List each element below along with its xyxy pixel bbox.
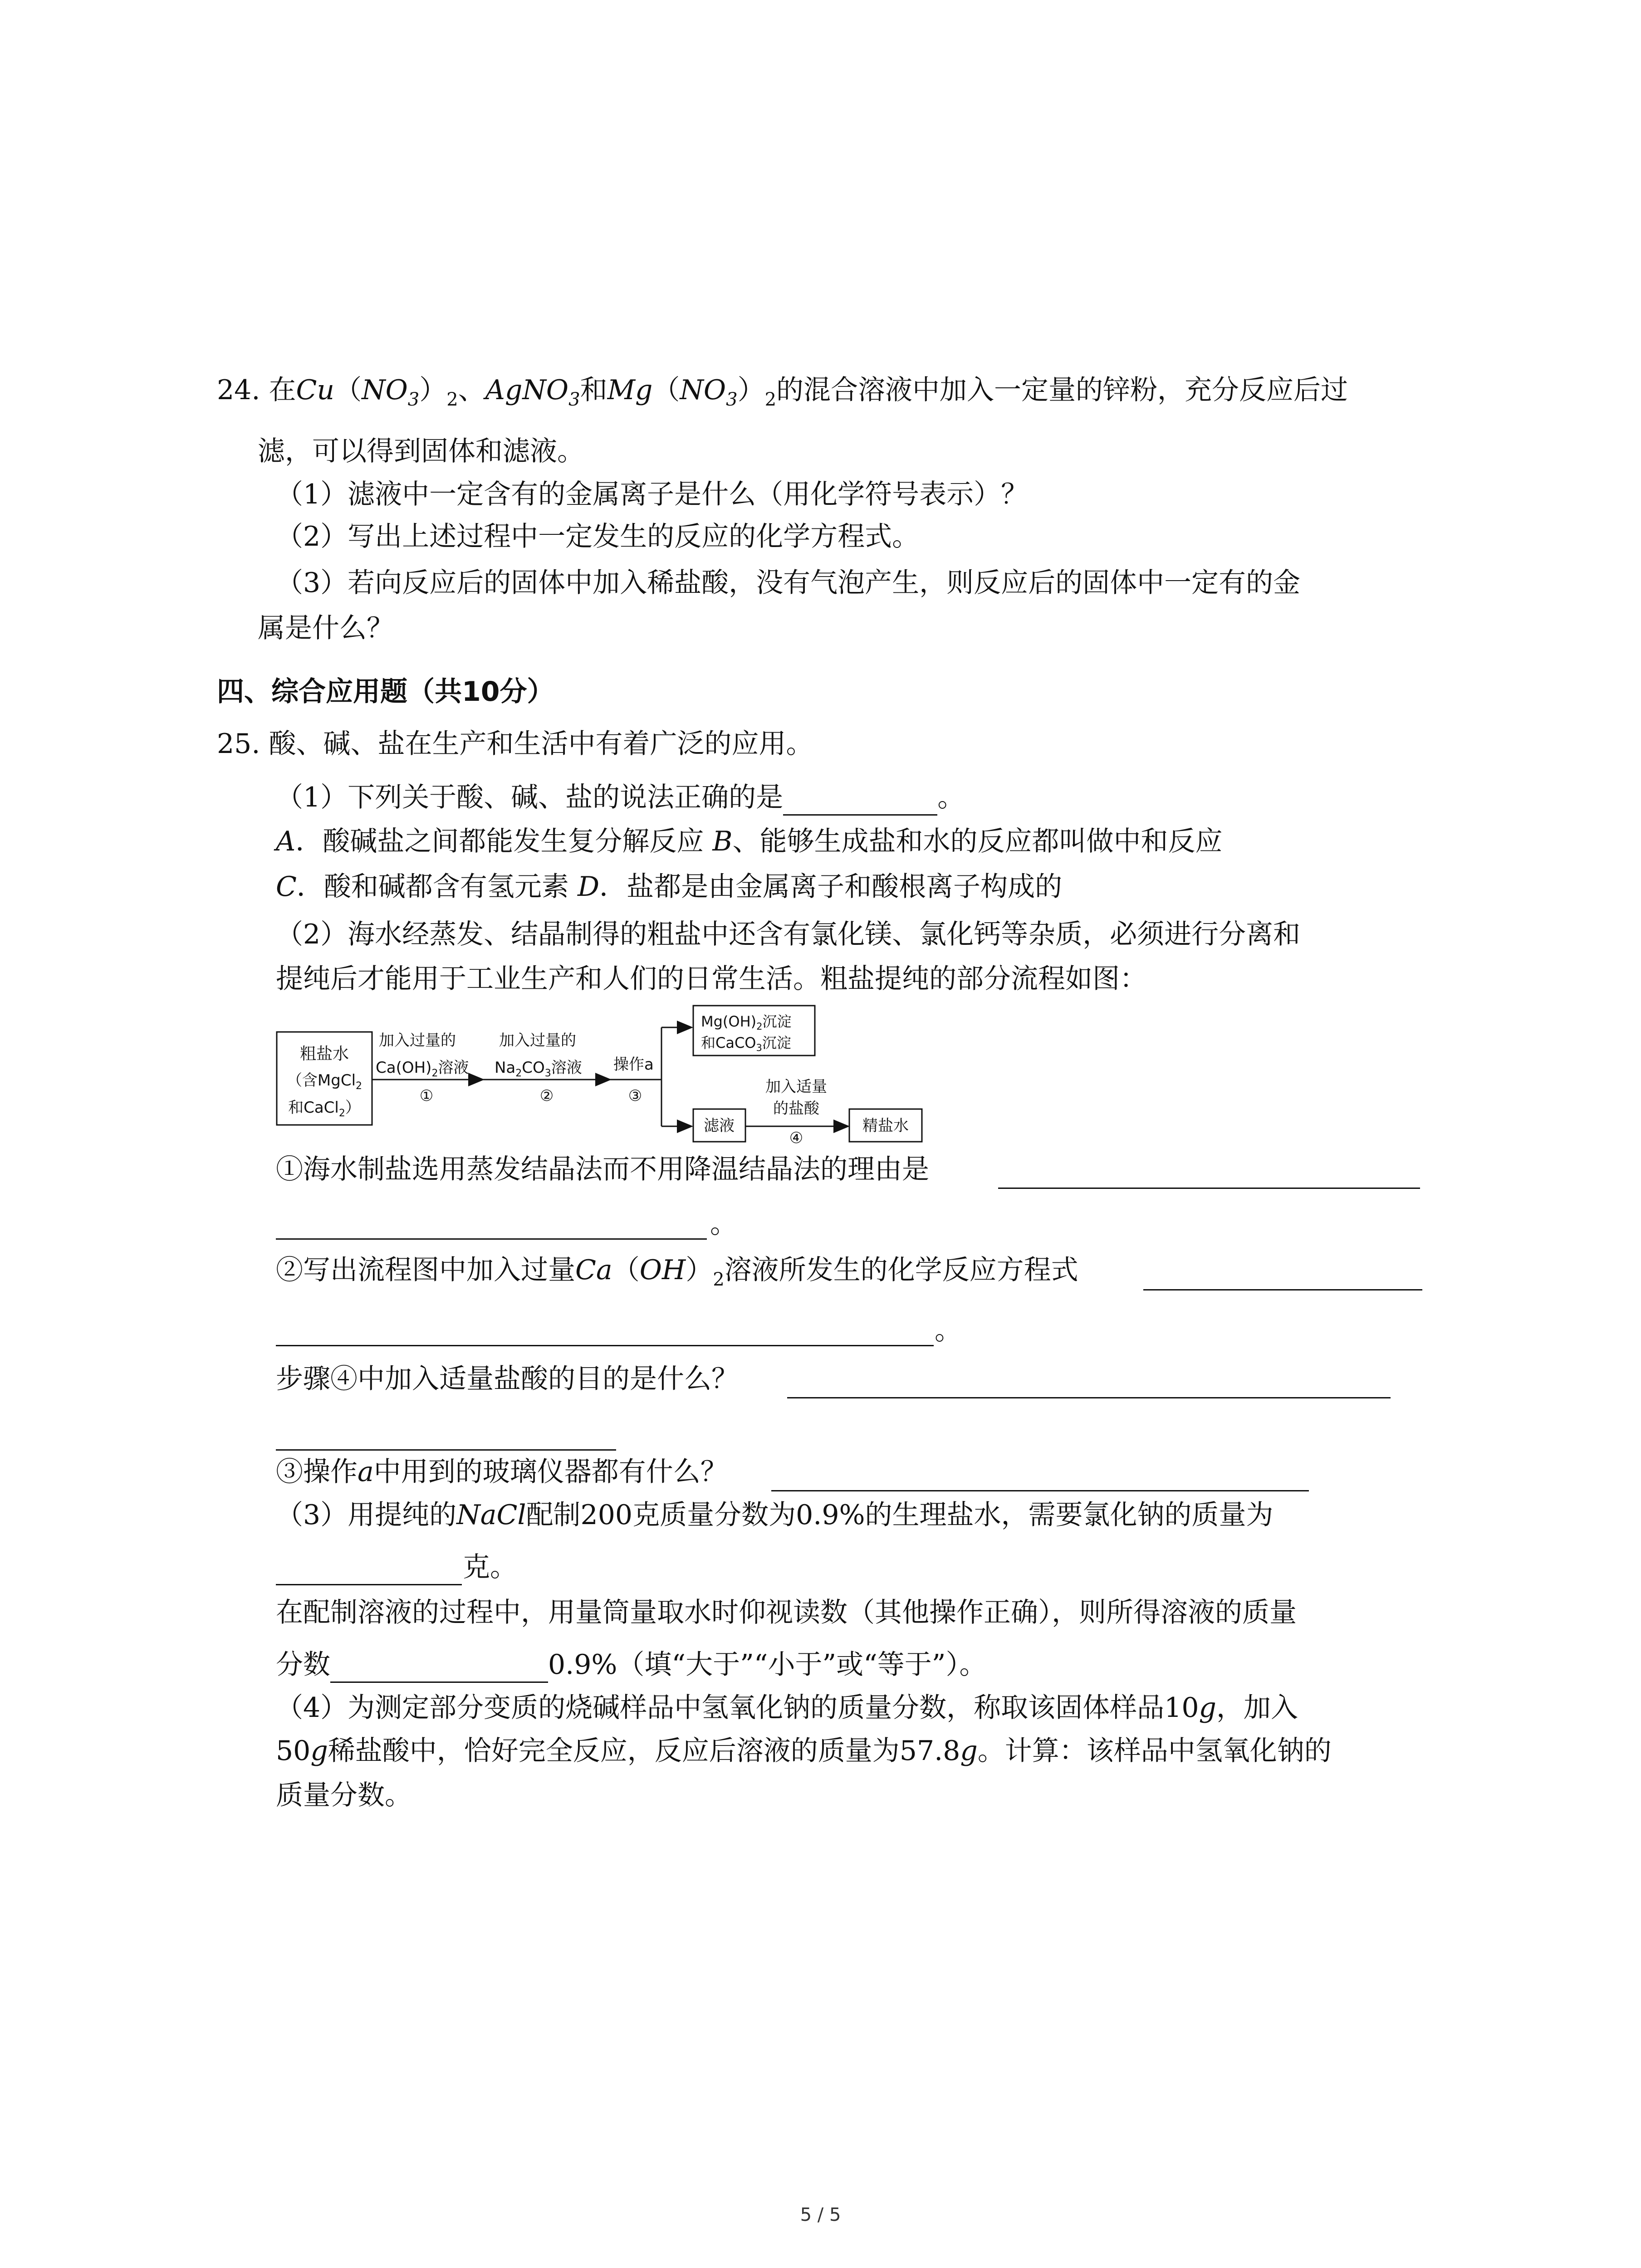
step4-label: 加入适量 — [765, 1078, 827, 1096]
q25-s1: ①海水制盐选用蒸发结晶法而不用降温结晶法的理由是 — [276, 1154, 929, 1185]
q25-options-ab: A．酸碱盐之间都能发生复分解反应 B、能够生成盐和水的反应都叫做中和反应 — [276, 826, 1223, 857]
operation-a-label: 操作a — [613, 1056, 654, 1074]
q25-s2-end: 。 — [935, 1315, 962, 1346]
answer-line[interactable] — [276, 1345, 934, 1346]
refined-brine-label: 精盐水 — [862, 1117, 909, 1135]
q25-part1: （1）下列关于酸、碱、盐的说法正确的是 。 — [276, 779, 965, 816]
q25-s1-end: 。 — [710, 1208, 737, 1240]
q25-part3-error: 在配制溶液的过程中，用量筒量取水时仰视读数（其他操作正确），则所得溶液的质量 — [276, 1597, 1297, 1628]
step2-number: ② — [539, 1087, 554, 1105]
q24-line2: 滤，可以得到固体和滤液。 — [258, 435, 584, 467]
answer-line[interactable] — [276, 1584, 462, 1585]
step4-reagent: 的盐酸 — [773, 1100, 819, 1118]
crude-brine-mgcl2: （含MgCl$_2$ — [286, 1071, 362, 1092]
answer-line[interactable] — [276, 1238, 707, 1240]
step1-label: 加入过量的 — [379, 1031, 456, 1050]
crude-brine-label: 粗盐水 — [299, 1045, 349, 1063]
q25-options-cd: C．酸和碱都含有氢元素 D．盐都是由金属离子和酸根离子构成的 — [276, 871, 1063, 903]
filtrate-label: 滤液 — [704, 1117, 735, 1135]
q25-s3: ③操作a中用到的玻璃仪器都有什么？ — [276, 1456, 728, 1488]
answer-line[interactable] — [787, 1397, 1391, 1398]
q24-part3-cont: 属是什么？ — [258, 612, 394, 644]
q24-part2: （2）写出上述过程中一定发生的反应的化学方程式。 — [276, 521, 920, 552]
answer-blank[interactable] — [330, 1655, 548, 1683]
crude-brine-cacl2: 和CaCl$_2$） — [288, 1099, 361, 1119]
q25-intro: 25. 酸、碱、盐在生产和生活中有着广泛的应用。 — [217, 728, 813, 760]
q25-part2: （2）海水经蒸发、结晶制得的粗盐中还含有氯化镁、氯化钙等杂质，必须进行分离和 — [276, 919, 1301, 950]
q25-s4: 步骤④中加入适量盐酸的目的是什么？ — [276, 1363, 739, 1395]
precipitate-line1: $Mg(OH)_2$沉淀 — [701, 1013, 792, 1032]
step2-label: 加入过量的 — [499, 1031, 576, 1050]
answer-blank[interactable] — [783, 788, 937, 816]
step3-number: ③ — [628, 1087, 642, 1105]
q24-line1: 24. 在$Cu(NO_3)_2$、AgNO$_3$和$Mg(NO_3)_2$的混合溶液中加入一定量的锌粉，充分反应后过 — [217, 374, 1348, 410]
answer-line[interactable] — [998, 1188, 1420, 1189]
q25-part3-compare: 分数 0.9%（填“大于”“小于”或“等于”）。 — [276, 1647, 986, 1683]
section-heading: 四、综合应用题（共10分） — [217, 676, 554, 708]
page-number: 5 / 5 — [800, 2204, 841, 2225]
q24-part1: （1）滤液中一定含有的金属离子是什么（用化学符号表示）？ — [276, 479, 1029, 510]
precipitate-line2: 和CaCO$_3$沉淀 — [701, 1034, 791, 1053]
step1-number: ① — [419, 1087, 434, 1105]
step4-number: ④ — [789, 1129, 803, 1145]
answer-line[interactable] — [1143, 1289, 1422, 1290]
q24-part3: （3）若向反应后的固体中加入稀盐酸，没有气泡产生，则反应后的固体中一定有的金 — [276, 567, 1301, 599]
step1-reagent: $Ca(OH)_2$溶液 — [376, 1059, 469, 1079]
q25-s2: ②写出流程图中加入过量$Ca(OH)_2$溶液所发生的化学反应方程式 — [276, 1254, 1078, 1290]
answer-line[interactable] — [276, 1449, 616, 1451]
q25-part4-end: 质量分数。 — [276, 1779, 412, 1811]
q25-part3-unit: 克。 — [463, 1551, 517, 1583]
q25-part3: （3）用提纯的NaCl配制200克质量分数为0.9%的生理盐水，需要氯化钠的质量为 — [276, 1499, 1274, 1531]
q25-part2-cont: 提纯后才能用于工业生产和人们的日常生活。粗盐提纯的部分流程如图： — [276, 963, 1147, 995]
q25-part4-cont: 50g稀盐酸中，恰好完全反应，反应后溶液的质量为57.8g。计算：该样品中氢氧化钠的 — [276, 1735, 1332, 1767]
flow-diagram — [272, 1005, 953, 1145]
step2-reagent: $Na_2CO_3$溶液 — [495, 1059, 582, 1079]
answer-line[interactable] — [771, 1490, 1309, 1491]
q25-part4: （4）为测定部分变质的烧碱样品中氢氧化钠的质量分数，称取该固体样品10g，加入 — [276, 1692, 1298, 1724]
